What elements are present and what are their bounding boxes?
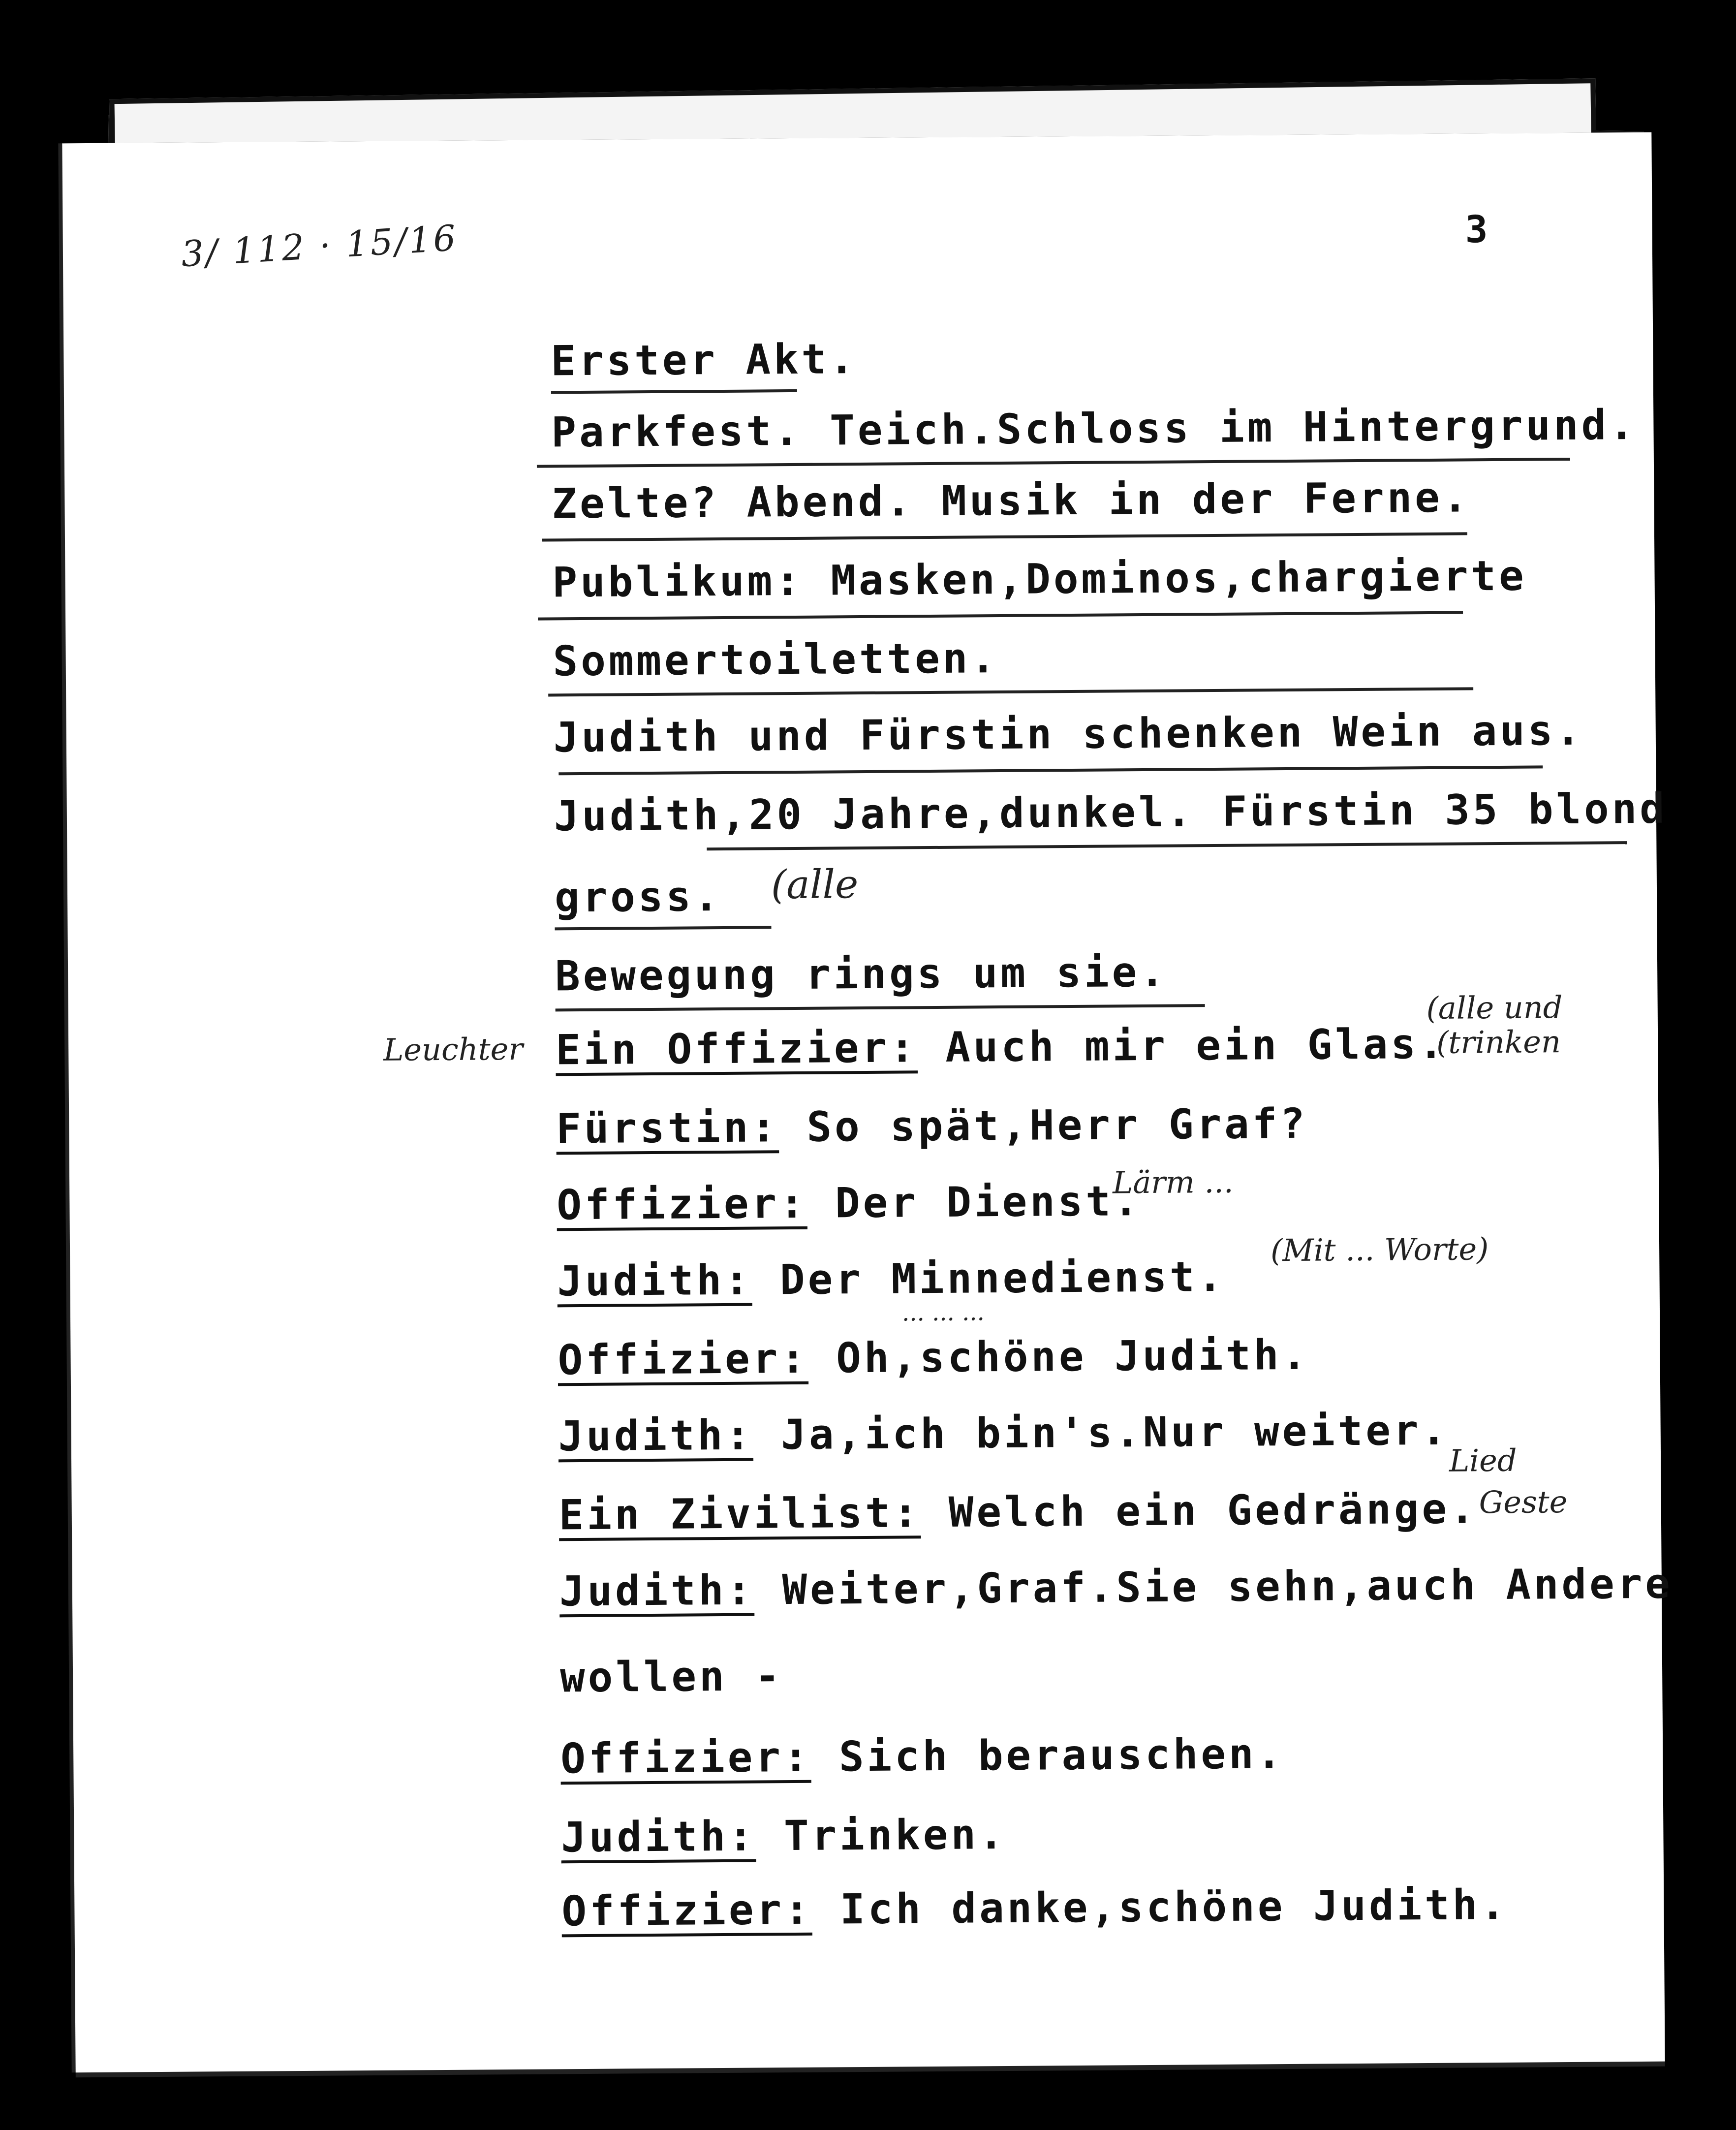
speaker-label: Judith: <box>559 1566 755 1616</box>
speaker-label: Fürstin: <box>556 1103 779 1153</box>
archive-mark: 3/ 112 · 15/16 <box>180 217 459 275</box>
dialogue-line: Ein Offizier: Auch mir ein Glas. <box>555 1019 1447 1074</box>
underline <box>551 389 797 394</box>
underline <box>555 926 772 930</box>
stage-direction: Judith,20 Jahre,dunkel. Fürstin 35 blond <box>554 784 1668 841</box>
dialogue-line: Fürstin: So spät,Herr Graf? <box>556 1099 1308 1153</box>
stage-direction: Judith und Fürstin schenken Wein aus. <box>553 706 1584 762</box>
underline <box>542 532 1467 541</box>
stage-direction: gross. <box>554 872 722 922</box>
stage-direction: Sommertoiletten. <box>553 634 999 686</box>
speaker-label: Judith: <box>561 1812 756 1862</box>
dialogue-line: Ein Zivilist: Welch ein Gedränge. <box>558 1484 1478 1539</box>
stage-direction: Zelte? Abend. Musik in der Ferne. <box>552 473 1471 528</box>
speaker-label: Ein Zivilist: <box>558 1488 921 1539</box>
underline <box>558 765 1543 775</box>
speaker-label: Offizier: <box>557 1179 807 1229</box>
handwritten-note: ... ... ... <box>901 1298 985 1327</box>
dialogue-line: Offizier: Sich berauschen. <box>560 1729 1285 1783</box>
speaker-label: Offizier: <box>561 1885 812 1936</box>
underline <box>537 458 1570 468</box>
speaker-label: Judith: <box>557 1255 752 1306</box>
dialogue-line: wollen - <box>559 1652 783 1702</box>
page-number: 3 <box>1465 207 1488 251</box>
underline <box>707 841 1627 850</box>
handwritten-note: Lärm ... <box>1112 1163 1234 1201</box>
speaker-label: Ein Offizier: <box>555 1023 918 1074</box>
dialogue-line: Judith: Ja,ich bin's.Nur weiter. <box>558 1406 1450 1461</box>
stage-direction: Publikum: Masken,Dominos,chargierte <box>552 551 1527 607</box>
speaker-label: Offizier: <box>558 1334 809 1384</box>
stage-direction: Parkfest. Teich.Schloss im Hintergrund. <box>551 400 1638 457</box>
stage-direction-act: Erster Akt. <box>551 335 858 385</box>
handwritten-note: Geste <box>1479 1484 1568 1521</box>
underline <box>548 687 1473 696</box>
speaker-label: Offizier: <box>560 1732 811 1783</box>
typescript-page <box>62 132 1674 2072</box>
handwritten-note: (alle und <box>1426 989 1563 1027</box>
handwritten-note: (Mit ... Worte) <box>1270 1231 1489 1269</box>
underline <box>538 611 1463 620</box>
underline <box>556 1004 1205 1011</box>
handwritten-note: Lied <box>1449 1442 1517 1479</box>
dialogue-line: Judith: Weiter,Graf.Sie sehn,auch Andere <box>559 1559 1674 1616</box>
dialogue-line: Offizier: Der Dienst. <box>557 1177 1142 1229</box>
dialogue-line: Judith: Trinken. <box>561 1810 1007 1862</box>
dialogue-line: Offizier: Ich danke,schöne Judith. <box>561 1880 1509 1936</box>
stage-direction: Bewegung rings um sie. <box>555 947 1168 1001</box>
speaker-label: Judith: <box>558 1410 754 1461</box>
handwritten-note: (trinken <box>1436 1024 1561 1061</box>
handwritten-note: Leuchter <box>383 1031 524 1068</box>
dialogue-line: Judith: Der Minnedienst. <box>557 1252 1226 1306</box>
handwritten-note: (alle <box>771 861 859 908</box>
dialogue-line: Offizier: Oh,schöne Judith. <box>558 1330 1310 1384</box>
